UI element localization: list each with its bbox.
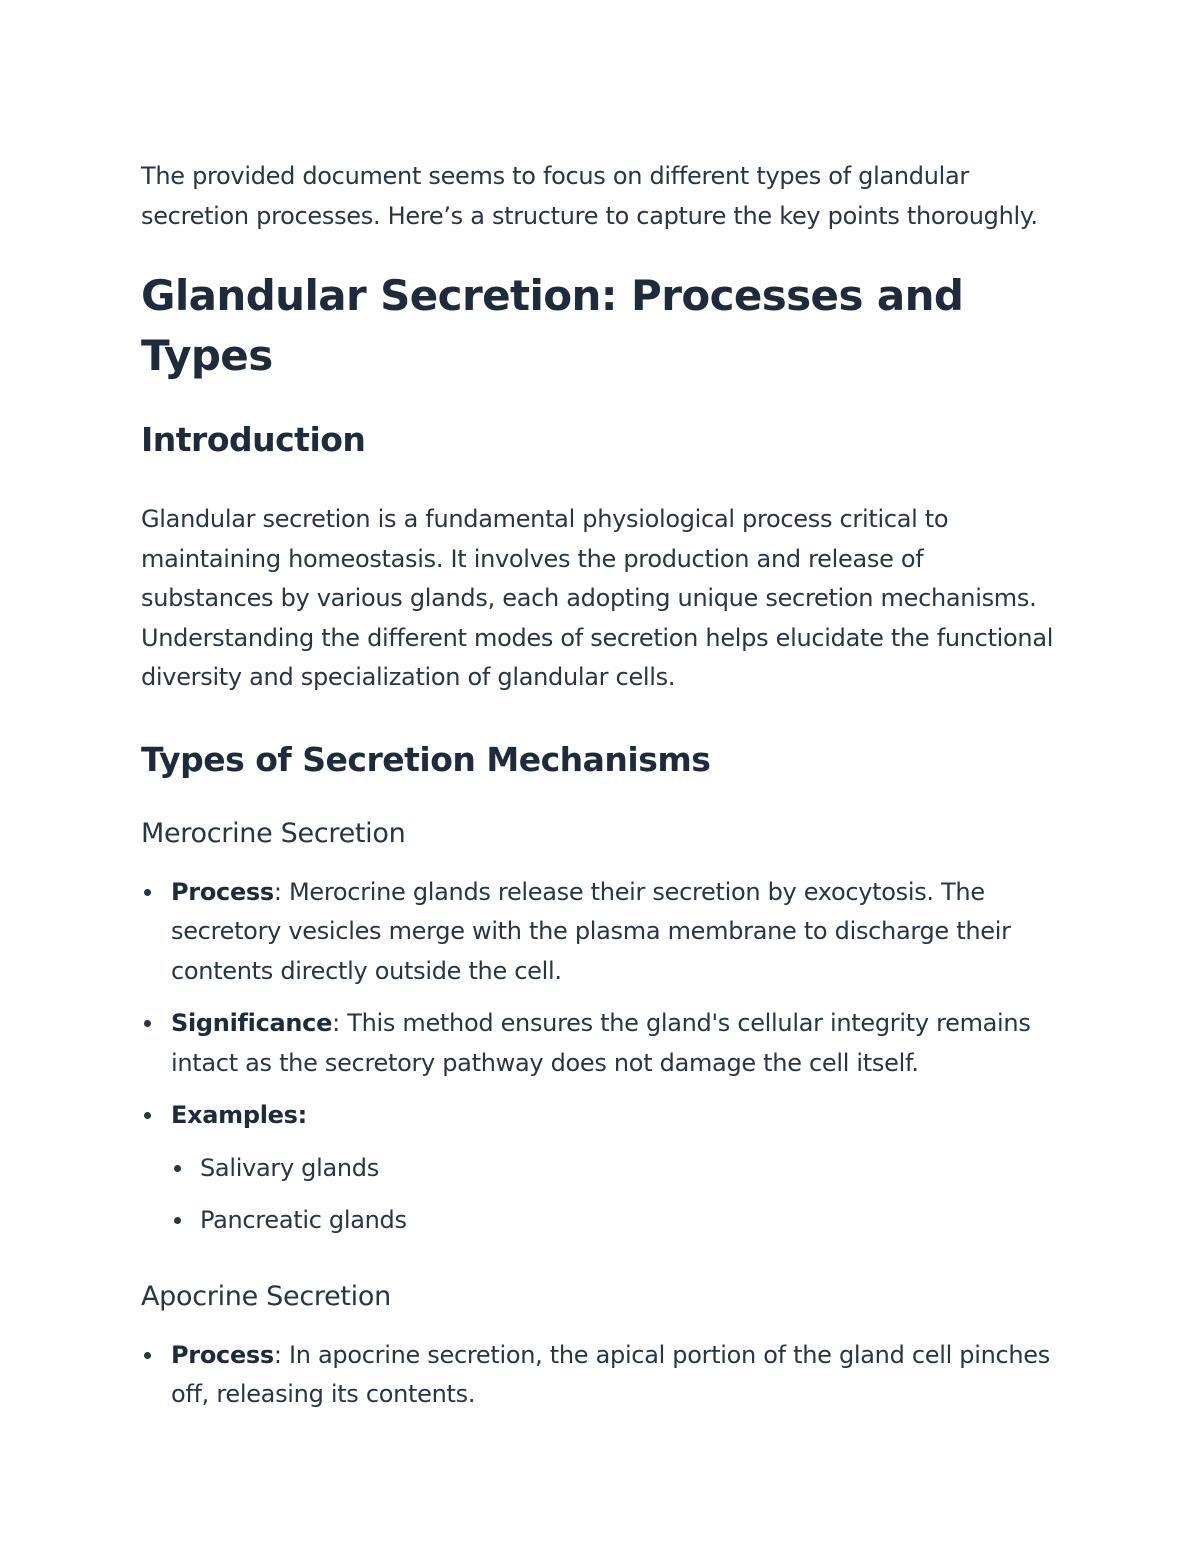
intro-note: The provided document seems to focus on different types of glandular secretion processes. Here’s a structure to capture the key points thoroughly. bbox=[141, 162, 1038, 230]
document-title: Glandular Secretion: Processes and Types bbox=[141, 271, 964, 380]
introduction-heading: Introduction bbox=[141, 420, 366, 459]
merocrine-heading: Merocrine Secretion bbox=[141, 817, 406, 849]
examples-label: Examples: bbox=[171, 1101, 307, 1129]
list-item-merocrine-examples bbox=[141, 1096, 1060, 1241]
significance-label: Significance bbox=[171, 1009, 333, 1037]
process-text: : In apocrine secretion, the apical portion of the gland cell pinches off, releasing its contents. bbox=[171, 1340, 1050, 1408]
example-item: Salivary glands bbox=[171, 1149, 1060, 1189]
types-heading: Types of Secretion Mechanisms bbox=[141, 739, 711, 779]
apocrine-heading: Apocrine Secretion bbox=[141, 1280, 391, 1312]
list-item-merocrine-significance bbox=[141, 1004, 1060, 1083]
merocrine-list bbox=[141, 873, 1060, 1241]
significance-text: : This method ensures the gland's cellular integrity remains intact as the secretory pathway does not damage the cell itself. bbox=[171, 1009, 1031, 1077]
example-item: Pancreatic glands bbox=[171, 1201, 1060, 1241]
list-item-merocrine-process bbox=[141, 873, 1060, 992]
apocrine-list bbox=[141, 1336, 1060, 1415]
process-label: Process bbox=[171, 1340, 274, 1369]
process-text: : Merocrine glands release their secretion by exocytosis. The secretory vesicles merge with the plasma membrane to discharge their contents directly outside the cell. bbox=[171, 877, 1011, 985]
process-label: Process bbox=[171, 877, 274, 906]
examples-sublist bbox=[171, 1149, 1060, 1241]
introduction-paragraph: Glandular secretion is a fundamental physiological process critical to maintaining homeostasis. It involves the production and release of substances by various glands, each adopting unique secretion mechanisms. Understanding the different modes of secretion helps elucidate the functional diversity and specialization of glandular cells. bbox=[141, 505, 1054, 691]
list-item-apocrine-process bbox=[141, 1336, 1060, 1415]
